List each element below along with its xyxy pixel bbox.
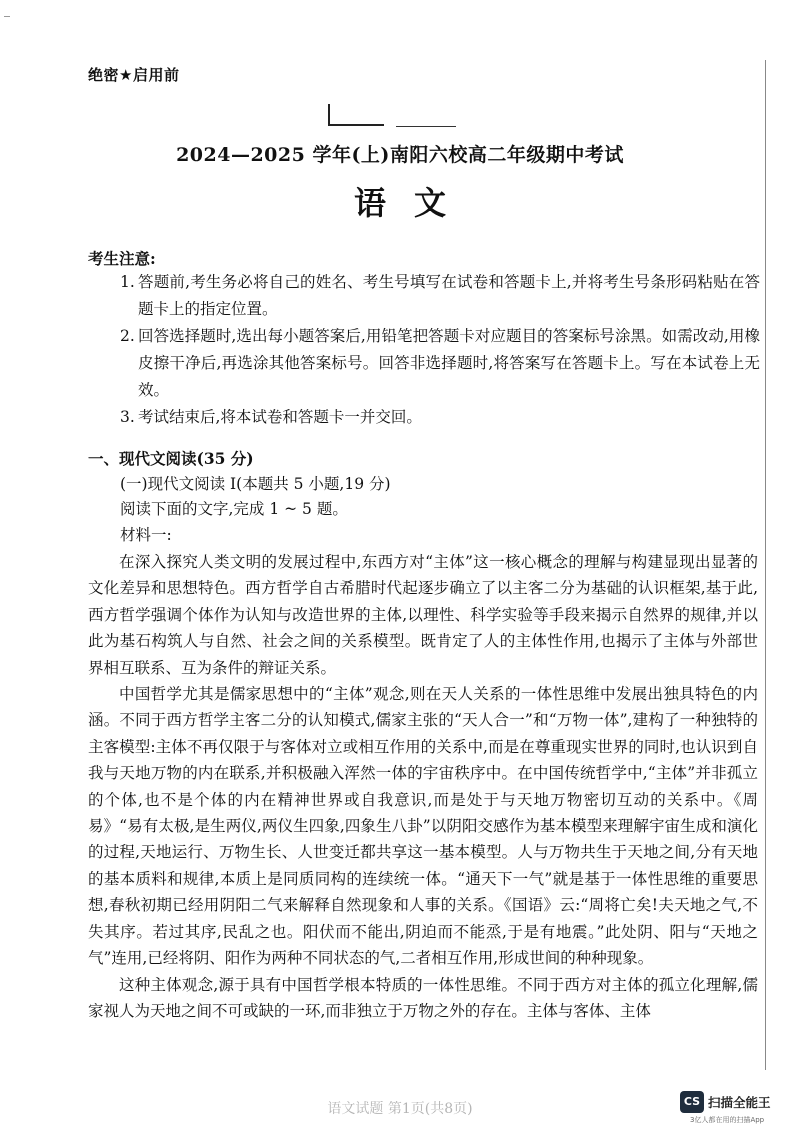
confidential-mark: 绝密★启用前: [88, 66, 180, 84]
passage-paragraph: 中国哲学尤其是儒家思想中的“主体”观念,则在天人关系的一体性思维中发展出独具特色的内涵。不同于西方哲学主客二分的认知模式,儒家主张的“天人合一”和“万物一体”,建构了一种独特的主客模型:主体不再仅限于与客体对立或相互作用的关系中,而是在尊重现实世界的同时,也认识到自我与天地万物的内在联系,并积极融入浑然一体的宇宙秩序中。在中国传统哲学中,“主体”并非孤立的个体,也不是个体的内在精神世界或自我意识,而是处于与天地万物密切互动的关系中。《周易》“易有太极,是生两仪,两仪生四象,四象生八卦”以阴阳交感作为基本模型来理解宇宙生成和演化的过程,天地运行、万物生长、人世变迁都共享这一基本模型。人与万物共生于天地之间,分有天地的基本质料和规律,本质上是同质同构的连续统一体。“通天下一气”就是基于一体性思维的重要思想,春秋初期已经用阴阳二气来解释自然现象和人事的关系。《国语》云:“周将亡矣!夫天地之气,不失其序。若过其序,民乱之也。阳伏而不能出,阴迫而不能烝,于是有地震。”此处阴、阳与“天地之气”连用,已经将阴、阳作为两种不同状态的气,二者相互作用,形成世间的种种现象。: [88, 685, 758, 968]
material-label: 材料一:: [120, 526, 172, 544]
scanner-logo-icon: CS: [680, 1091, 704, 1113]
section-subtitle: (一)现代文阅读 Ⅰ(本题共 5 小题,19 分): [120, 475, 391, 493]
binding-mark: [328, 104, 423, 126]
notice-item: [120, 323, 760, 404]
scanner-name: 扫描全能王: [708, 1095, 771, 1110]
page-footer: 语文试题 第1页(共8页): [327, 1101, 473, 1117]
reading-instruction: 阅读下面的文字,完成 1 ~ 5 题。: [120, 500, 348, 518]
notice-item: [120, 404, 760, 431]
notice-item: [120, 269, 760, 323]
subject-title: 语文: [353, 184, 474, 222]
section-title: 一、现代文阅读(35 分): [88, 449, 254, 468]
passage-paragraph: 这种主体观念,源于具有中国哲学根本特质的一体性思维。不同于西方对主体的孤立化理解,儒家视人为天地之间不可或缺的一环,而非独立于万物之外的存在。主体与客体、主体: [88, 975, 758, 1020]
notice-item-text: 考试结束后,将本试卷和答题卡一并交回。: [138, 408, 422, 426]
scanner-watermark: [680, 1089, 792, 1127]
reading-passage: [88, 549, 758, 1024]
exam-title: 2024—2025 学年(上)南阳六校高二年级期中考试: [176, 144, 624, 166]
notice-item-number: 2.: [120, 327, 135, 345]
notice-item-number: 1.: [120, 273, 135, 291]
notice-list: [120, 269, 760, 431]
scan-artifact-tick: [4, 16, 10, 17]
notice-item-text: 答题前,考生务必将自己的姓名、考生号填写在试卷和答题卡上,并将考生号条形码粘贴在答题卡上的指定位置。: [138, 273, 760, 318]
notice-item-text: 回答选择题时,选出每小题答案后,用铅笔把答题卡对应题目的答案标号涂黑。如需改动,用橡皮擦干净后,再选涂其他答案标号。回答非选择题时,将答案写在答题卡上。写在本试卷上无效。: [138, 327, 760, 399]
notice-title: 考生注意:: [88, 249, 156, 268]
passage-paragraph: 在深入探究人类文明的发展过程中,东西方对“主体”这一核心概念的理解与构建显现出显著的文化差异和思想特色。西方哲学自古希腊时代起逐步确立了以主客二分为基础的认识框架,基于此,西方哲学强调个体作为认知与改造世界的主体,以理性、科学实验等手段来揭示自然界的规律,并以此为基石构筑人与自然、社会之间的关系模型。既肯定了人的主体性作用,也揭示了主体与外部世界相互联系、互为条件的辩证关系。: [88, 553, 758, 677]
scanner-tagline: 3亿人都在用的扫描App: [690, 1116, 765, 1124]
notice-item-number: 3.: [120, 408, 135, 426]
